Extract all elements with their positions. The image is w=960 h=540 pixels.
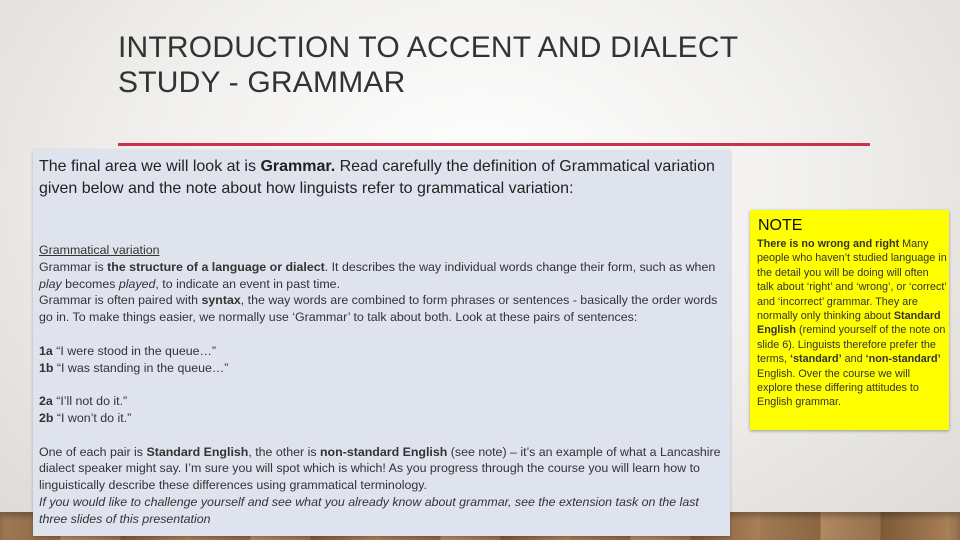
note-standard-english: Standard English — [757, 310, 941, 337]
closing-e: (see note) – it’s an example of what a Lancashire dialect speaker might say. I’m sure you will spot which is which! As you progress through the course you will learn how to linguistically describe these differences using grammatical terminology. — [39, 444, 721, 493]
intro-paragraph — [39, 156, 719, 200]
sentence-1b — [39, 360, 724, 377]
closing-standard-english: Standard English — [146, 444, 249, 459]
sentence-text: “I won’t do it.” — [53, 410, 132, 425]
def-p1-play: play — [39, 276, 62, 291]
sentence-2b — [39, 410, 724, 427]
def-p1-e: becomes — [61, 276, 119, 291]
intro-text-a: The final area we will look at is — [39, 158, 261, 175]
def-p2-a: Grammar is often paired with — [39, 293, 202, 308]
sentence-text: “I was standing in the queue…” — [53, 360, 229, 375]
definition-paragraph-1 — [39, 259, 724, 293]
closing-paragraph — [39, 444, 724, 494]
sentence-label: 1a — [39, 343, 53, 358]
note-heading: There is no wrong and right — [757, 238, 900, 250]
note-t3: and — [841, 353, 866, 366]
def-p1-a: Grammar is — [39, 259, 108, 274]
note-text — [757, 237, 947, 410]
note-title: NOTE — [758, 217, 803, 234]
note-standard-term: ‘standard’ — [790, 353, 842, 366]
sentence-label: 1b — [39, 360, 54, 375]
note-t2: (remind yourself of the note on slide 6). Linguists therefore prefer the terms, — [757, 324, 946, 366]
sentence-text: “I were stood in the queue…” — [52, 343, 217, 358]
note-t1: Many people who haven’t studied language in the detail you will be doing will often talk about ‘right’ and ‘wrong’, or ‘correct’ and ‘incorrect’ grammar. They are normally only thinking about — [757, 238, 947, 323]
sentence-label: 2b — [39, 410, 54, 425]
def-p1-g: , to indicate an event in past time. — [155, 276, 341, 291]
extension-task-note: If you would like to challenge yourself and see what you already know about grammar, see the extension task on the last three slides of this presentation — [39, 494, 699, 526]
intro-grammar-bold: Grammar. — [260, 158, 336, 175]
def-p2-syntax: syntax — [201, 293, 241, 308]
def-p2-c: , the way words are combined to form phrases or sentences - basically the order words go in. To make things easier, we normally use ‘Grammar’ to talk about both. Look at these pairs of sentences: — [39, 293, 718, 325]
title-underline — [118, 143, 870, 146]
sentence-1a — [39, 343, 724, 360]
slide-title-line-2: STUDY - GRAMMAR — [118, 66, 406, 99]
def-p1-played: played — [118, 276, 156, 291]
sentence-2a — [39, 393, 724, 410]
def-p1-bold: the structure of a language or dialect — [107, 259, 325, 274]
definition-heading: Grammatical variation — [39, 243, 160, 257]
slide-title-line-1: INTRODUCTION TO ACCENT AND DIALECT — [118, 31, 739, 64]
definition-paragraph-2 — [39, 292, 724, 326]
closing-c: , the other is — [248, 444, 320, 459]
note-t4: English. Over the course we will explore these differing attitudes to English grammar. — [757, 367, 919, 409]
definition-section — [39, 242, 724, 528]
closing-a: One of each pair is — [39, 444, 147, 459]
closing-non-standard-english: non-standard English — [319, 444, 448, 459]
sentence-text: “I’ll not do it.” — [52, 394, 128, 409]
sentence-label: 2a — [39, 394, 53, 409]
slide-title — [118, 30, 838, 100]
main-content-box — [33, 150, 730, 536]
def-p1-c: . It describes the way individual words change their form, such as when — [324, 259, 716, 274]
note-non-standard-term: ‘non-standard’ — [865, 353, 941, 366]
intro-text-c: Read carefully the definition of Grammatical variation given below and the note about how linguists refer to grammatical variation: — [39, 158, 715, 197]
